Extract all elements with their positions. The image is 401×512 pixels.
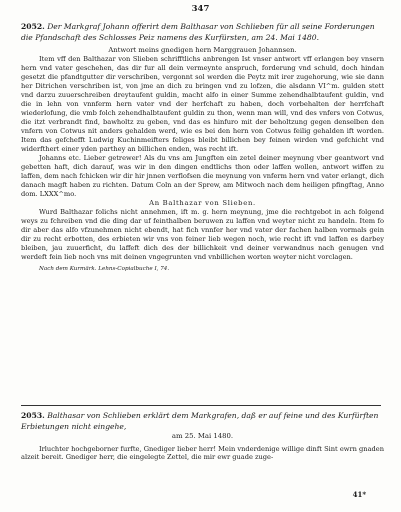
entry-date: am 24. Mai 1480. [251,32,319,42]
paragraph: Wurd Balthazar folichs nicht annehmen, ift m. g. hern meynung, jme die rechtgebot in ach folgend weys zu fchreiben vnd die ding dar uf feinthalben beruwen zu laffen vnd weyter nicht zu handeln. Item fo dir aber das alfo vfzunehmen nicht ebendt, hat fich vnnfer her vnd vater der fachen halben vormals gein dir zu recht erbotten, des erbieten wir vns von feiner lieb wegen noch, wie recht ift vnd laffen es darbey bleiben, jau zuuerficht, du laffeft dich des der billichkeit vnd deiner verwandnus nach genugen vnd werdeft fein lieb noch vns mit deinen vngegrunten vnd vnbillichen worten weyter nicht vorclagen. [21,207,384,261]
entry-2052 [21,22,384,273]
entry-title: Balthasar von Schlieben erklärt dem Markgrafen, daß er auf feine und des Kurfürften Erbietungen nicht eingehe, [21,411,379,431]
entry-title: Der Markgraf Johann offerirt dem Balthasar von Schlieben für all seine Forderungen die Pfandschaft des Schlosses Peiz namens des Kurfürsten, [21,22,375,42]
entry-2053 [21,411,384,462]
paragraph: Item vff den Balthazar von Slieben schrifftlichs anbrengen Ist vnser antwort vff erlangen bey vnsern hern vnd vater geschehen, das dir fur all dein vermeynte anspruch, forderung vnd schuld, doch hindan gesetzt die pfandtgutter dir verschriben, vergonnt sol werden die Peytz mit irer zugehorung, wie sie dann her Ditrichen verschriben ist, von jme an dich zu bringen vnd zu lofzen, die alsdann VI^m. gulden stett vnd darzu zuuerschreiben dreytaufent guldin, macht alfo in einer Summe zehendhalbtaufent guldin, vnd die in lehn von vnnferm hern vater vnd der herfchaft zu haben, doch vorbehalten der herrfchaft wiederlofung, die vmb folch zehendhalbtaufent guldin zu thon, wenn man will, vnd des vnfers von Cotwus, die itzt verbrandt find, bawholtz zu geben, vnd das es hinfuro mit der beholtzung gegen denselben den vnfern von Cotwus nit anders gehalden werd, wie es bei den hern von Cotwus feilig gehalden ift worden. Item das gefchefft Ludwig Kuchinmeifters feliges bleibt billichen bey feinen wirden vnd gefchicht vnd widerfthert einer yden parthey an billichen enden, was recht ift. [21,55,384,153]
entry-heading [21,22,384,43]
paragraph: Irluchter hochgeborner furfte, Gnediger lieber herr! Mein vnderdenige willige dinft Sint ewrn gnaden alzeit bereit. Gnediger herr, die eingelegte Zettel, die mir ewr guade zuge- [21,444,384,462]
page-number: 347 [191,4,210,14]
entry-heading [21,411,384,432]
address-line: An Balthazar von Slieben. [149,198,256,207]
paragraph: Johanns etc. Lieber getrewer! Als du vns am Jungften ein zetel deiner meynung vber geantwort vnd gebetten haft, dich darauf, was wir in den dingen endtlichs thon oder laffen wollen, antwort wiffen zu laffen, dem nach fchicken wir dir hir jnnen verflofsen die meynung von vnferm hern vnd vater erlangt, dich danach magft haben zu richten. Datum Coln an der Sprew, am Mitwoch nach dem heiligen pfingftag, Anno dom. LXXX^mo. [21,153,384,198]
entry-number: 2052. [21,22,45,31]
signature-mark: 41* [352,490,366,499]
entry-number: 2053. [21,411,45,420]
entry-date: am 25. Mai 1480. [171,432,234,440]
salutation: Antwort meins gnedigen hern Marggrauen Johannsen. [108,46,297,54]
source-note: Nach dem Kurmärk. Lehns-Copialbuche I, 74. [39,265,170,272]
section-divider [21,405,381,406]
